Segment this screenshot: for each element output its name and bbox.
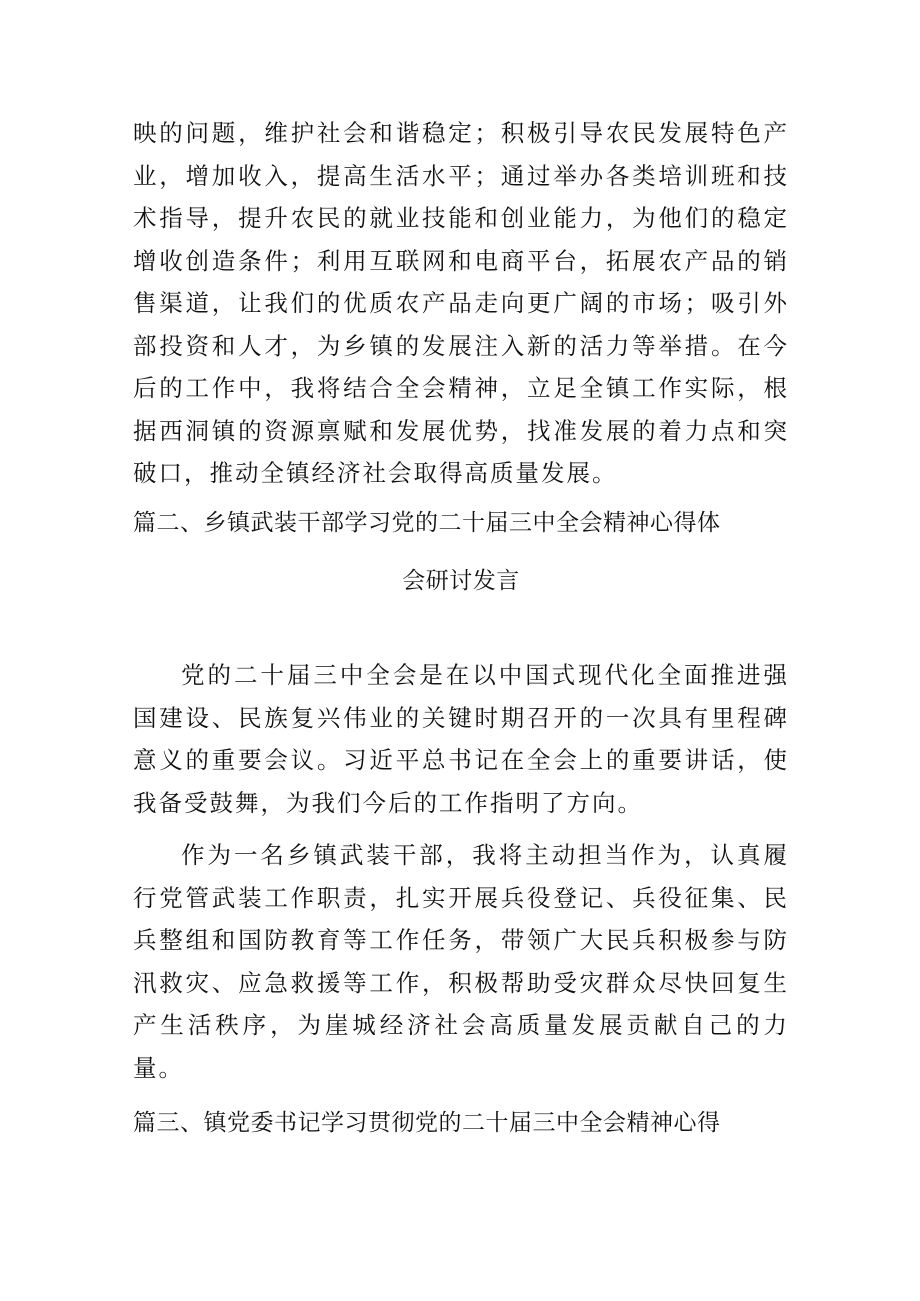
section3-title: 篇三、镇党委书记学习贯彻党的二十届三中全会精神心得 [133,1110,721,1136]
continuation-paragraph: 映的问题，维护社会和谐稳定；积极引导农民发展特色产业，增加收入，提高生活水平；通过举办各类培训班和技术指导，提升农民的就业技能和创业能力，为他们的稳定增收创造条件；利用互联网和电商平台，拓展农产品的销售渠道，让我们的优质农产品走向更广阔的市场；吸引外部投资和人才，为乡镇的发展注入新的活力等举措。在今后的工作中，我将结合全会精神，立足全镇工作实际，根据西洞镇的资源禀赋和发展优势，找准发展的着力点和突破口，推动全镇经济社会取得高质量发展。 [133,119,789,487]
section2-title-line1: 篇二、乡镇武装干部学习党的二十届三中全会精神心得体 [133,510,721,536]
section2-title-line2: 会研讨发言 [402,568,520,594]
section2-paragraph-2: 作为一名乡镇武装干部，我将主动担当作为，认真履行党管武装工作职责，扎实开展兵役登记、兵役征集、民兵整组和国防教育等工作任务，带领广大民兵积极参与防汛救灾、应急救援等工作，积极帮助受灾群众尽快回复生产生活秩序，为崖城经济社会高质量发展贡献自己的力量。 [133,841,789,1082]
section2-paragraph-1: 党的二十届三中全会是在以中国式现代化全面推进强国建设、民族复兴伟业的关键时期召开的一次具有里程碑意义的重要会议。习近平总书记在全会上的重要讲话，使我备受鼓舞，为我们今后的工作指明了方向。 [133,661,789,817]
